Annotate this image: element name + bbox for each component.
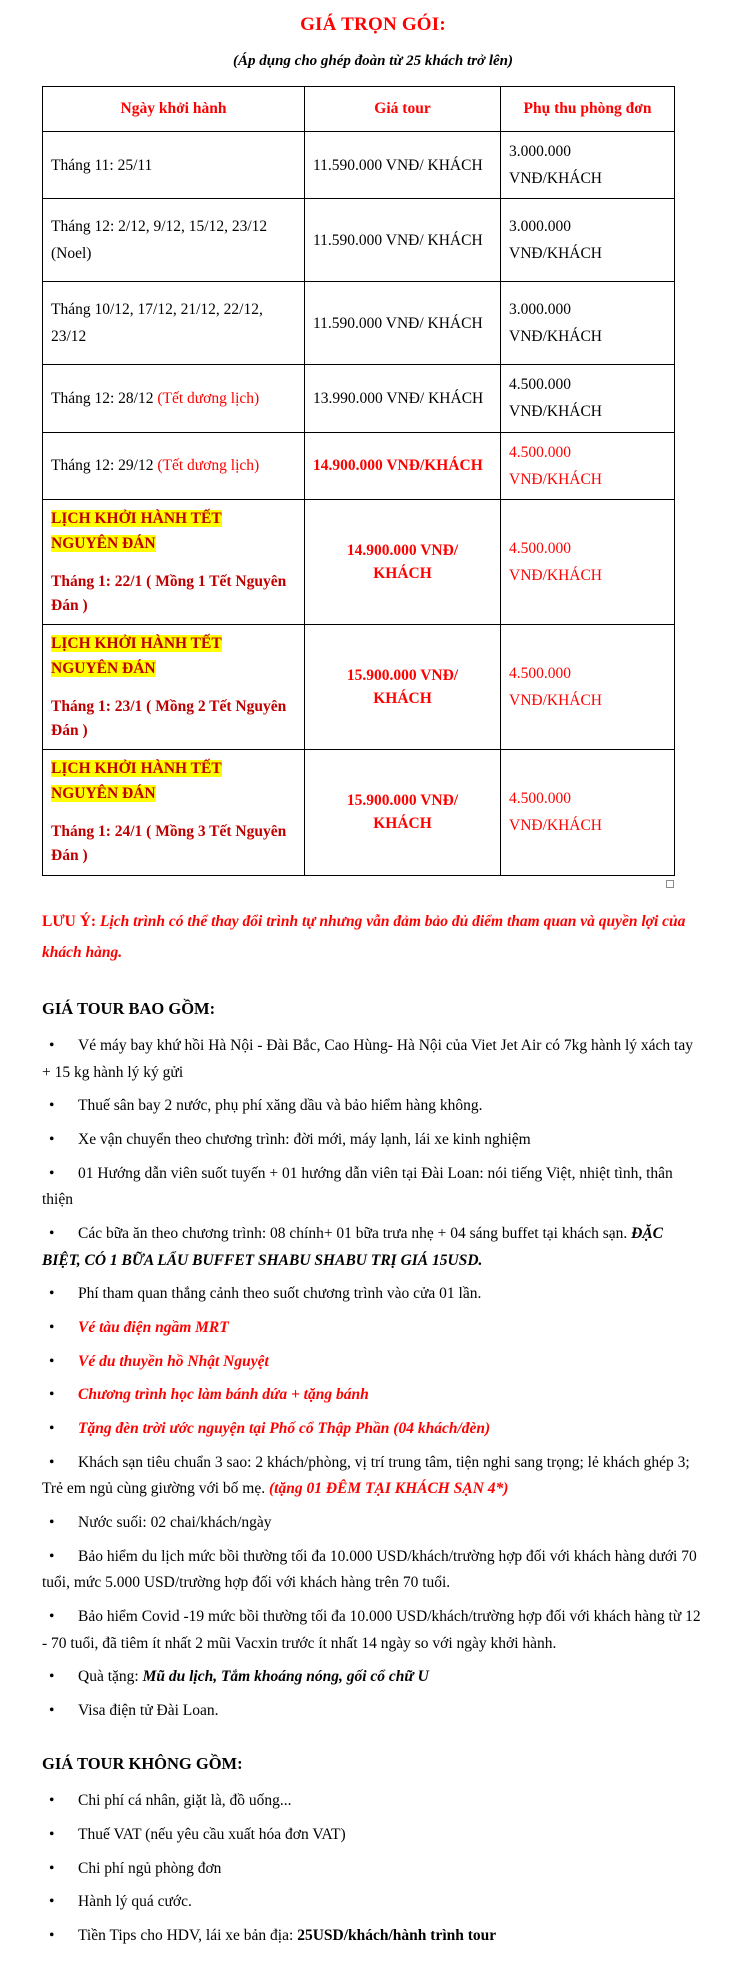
list-item <box>42 1544 704 1597</box>
list-item <box>42 1127 704 1154</box>
includes-heading: GIÁ TOUR BAO GỒM: <box>42 999 216 1019</box>
departure-cell <box>43 625 305 750</box>
header-departure: Ngày khởi hành <box>43 87 305 132</box>
list-item-text: Chương trình học làm bánh dứa + tặng bánh <box>78 1386 369 1404</box>
list-item-text: Các bữa ăn theo chương trình: 08 chính+ 01 bữa trưa nhẹ + 04 sáng buffet tại khách sạn. <box>78 1224 632 1242</box>
price-cell: 15.900.000 VNĐ/ KHÁCH <box>305 750 501 875</box>
holiday-note: (Tết dương lịch) <box>157 457 260 475</box>
tet-departure-date: Tháng 1: 23/1 ( Mồng 2 Tết Nguyên Đán ) <box>51 698 287 740</box>
list-item-text: Thuế sân bay 2 nước, phụ phí xăng dầu và bảo hiểm hàng không. <box>78 1097 483 1115</box>
list-item-text: Xe vận chuyển theo chương trình: đời mới, máy lạnh, lái xe kinh nghiệm <box>78 1131 531 1148</box>
list-item <box>42 1604 704 1657</box>
list-item <box>42 1889 704 1916</box>
list-item-text: Hành lý quá cước. <box>78 1893 192 1911</box>
tet-highlight: LỊCH KHỞI HÀNH TẾT NGUYÊN ĐÁN <box>51 635 222 678</box>
bullet-icon: • <box>49 1386 55 1404</box>
list-item-text: Bảo hiểm Covid -19 mức bồi thường tối đa 10.000 USD/khách/trường hợp đối với khách hàng từ 12 - 70 tuổi, đã tiêm ít nhất 2 mũi Vacxin trước ít nhất 14 ngày so với ngày khởi hành. <box>42 1607 701 1652</box>
departure-cell: Tháng 12: 29/12 (Tết dương lịch) <box>43 432 305 499</box>
bullet-icon: • <box>49 1547 55 1565</box>
excludes-heading: GIÁ TOUR KHÔNG GỒM: <box>42 1754 243 1774</box>
list-item-text: Mũ du lịch, Tắm khoáng nóng, gối cổ chữ U <box>142 1668 429 1686</box>
header-price: Giá tour <box>305 87 501 132</box>
excludes-list <box>42 1788 704 1949</box>
price-cell: 15.900.000 VNĐ/ KHÁCH <box>305 625 501 750</box>
tet-highlight: LỊCH KHỞI HÀNH TẾT NGUYÊN ĐÁN <box>51 509 222 552</box>
price-cell: 14.900.000 VNĐ/KHÁCH <box>305 432 501 499</box>
list-item <box>42 1788 704 1815</box>
departure-cell: Tháng 12: 28/12 (Tết dương lịch) <box>43 365 305 432</box>
list-item-text: Chi phí cá nhân, giặt là, đồ uống... <box>78 1792 292 1810</box>
table-row <box>43 432 675 499</box>
list-item-text: Tặng đèn trời ước nguyện tại Phố cổ Thập Phần (04 khách/đèn) <box>78 1419 491 1437</box>
bullet-icon: • <box>49 1701 55 1719</box>
list-item <box>42 1161 704 1214</box>
bullet-icon: • <box>49 1826 55 1844</box>
departure-cell: Tháng 10/12, 17/12, 21/12, 22/12, 23/12 <box>43 282 305 365</box>
price-cell: 11.590.000 VNĐ/ KHÁCH <box>305 199 501 282</box>
anchor-icon <box>666 880 674 888</box>
supplement-cell: 4.500.000 VNĐ/KHÁCH <box>501 432 675 499</box>
bullet-icon: • <box>49 1285 55 1303</box>
table-header-row <box>43 87 675 132</box>
list-item <box>42 1698 704 1725</box>
supplement-cell: 4.500.000 VNĐ/KHÁCH <box>501 365 675 432</box>
table-row <box>43 132 675 199</box>
bullet-icon: • <box>49 1318 55 1336</box>
list-item-text: Bảo hiểm du lịch mức bồi thường tối đa 10.000 USD/khách/trường hợp đối với khách hàng dưới 70 tuổi, mức 5.000 USD/trường hợp đối với khách hàng trên 70 tuổi. <box>42 1547 697 1592</box>
table-row <box>43 499 675 624</box>
list-item-text: Quà tặng: <box>78 1668 143 1686</box>
tet-departure-date: Tháng 1: 22/1 ( Mồng 1 Tết Nguyên Đán ) <box>51 572 287 614</box>
notice-label: LƯU Ý: <box>42 912 97 930</box>
list-item-text: Phí tham quan thắng cảnh theo suốt chương trình vào cửa 01 lần. <box>78 1285 482 1303</box>
list-item <box>42 1450 704 1503</box>
includes-list <box>42 1033 704 1724</box>
price-cell: 14.900.000 VNĐ/ KHÁCH <box>305 499 501 624</box>
bullet-icon: • <box>49 1037 55 1055</box>
bullet-icon: • <box>49 1097 55 1115</box>
header-single-supplement: Phụ thu phòng đơn <box>501 87 675 132</box>
list-item-text: Vé du thuyền hồ Nhật Nguyệt <box>78 1352 269 1370</box>
supplement-cell: 4.500.000 VNĐ/KHÁCH <box>501 750 675 875</box>
bullet-icon: • <box>49 1668 55 1686</box>
price-cell: 11.590.000 VNĐ/ KHÁCH <box>305 282 501 365</box>
list-item <box>42 1664 704 1691</box>
list-item <box>42 1923 704 1950</box>
list-item-text: ĐẶC BIỆT, CÓ 1 BỮA LẨU BUFFET SHABU SHABU TRỊ GIÁ 15USD. <box>42 1224 664 1269</box>
list-item-text: Thuế VAT (nếu yêu cầu xuất hóa đơn VAT) <box>78 1826 346 1844</box>
list-item <box>42 1033 704 1086</box>
bullet-icon: • <box>49 1513 55 1531</box>
tet-highlight: LỊCH KHỞI HÀNH TẾT NGUYÊN ĐÁN <box>51 760 222 803</box>
list-item <box>42 1856 704 1883</box>
bullet-icon: • <box>49 1607 55 1625</box>
tet-departure-date: Tháng 1: 24/1 ( Mồng 3 Tết Nguyên Đán ) <box>51 823 287 865</box>
list-item-text: Nước suối: 02 chai/khách/ngày <box>78 1513 272 1531</box>
bullet-icon: • <box>49 1224 55 1242</box>
bullet-icon: • <box>49 1859 55 1877</box>
departure-cell: Tháng 11: 25/11 <box>43 132 305 199</box>
list-item-text: Khách sạn tiêu chuẩn 3 sao: 2 khách/phòng, vị trí trung tâm, tiện nghi sang trọng; lẻ khách ghép 3; Trẻ em ngủ cùng giường với bố mẹ. <box>42 1453 690 1498</box>
supplement-cell: 3.000.000 VNĐ/KHÁCH <box>501 282 675 365</box>
price-cell: 11.590.000 VNĐ/ KHÁCH <box>305 132 501 199</box>
page-title: GIÁ TRỌN GÓI: <box>300 14 446 35</box>
notice-text: Lịch trình có thể thay đổi trình tự nhưng vẫn đảm bảo đủ điểm tham quan và quyền lợi của khách hàng. <box>42 912 686 962</box>
list-item-text: 01 Hướng dẫn viên suốt tuyến + 01 hướng dẫn viên tại Đài Loan: nói tiếng Việt, nhiệt tình, thân thiện <box>42 1164 673 1209</box>
list-item-text: Vé tàu điện ngầm MRT <box>78 1318 229 1336</box>
table-row <box>43 282 675 365</box>
bullet-icon: • <box>49 1893 55 1911</box>
supplement-cell: 4.500.000 VNĐ/KHÁCH <box>501 625 675 750</box>
bullet-icon: • <box>49 1927 55 1945</box>
bullet-icon: • <box>49 1419 55 1437</box>
supplement-cell: 3.000.000 VNĐ/KHÁCH <box>501 132 675 199</box>
table-row <box>43 750 675 875</box>
list-item <box>42 1822 704 1849</box>
bullet-icon: • <box>49 1792 55 1810</box>
notice <box>42 906 704 970</box>
bullet-icon: • <box>49 1131 55 1148</box>
departure-cell <box>43 750 305 875</box>
list-item <box>42 1349 704 1376</box>
list-item-text: Tiền Tips cho HDV, lái xe bản địa: <box>78 1927 298 1945</box>
list-item <box>42 1416 704 1443</box>
list-item-text: (tặng 01 ĐÊM TẠI KHÁCH SẠN 4*) <box>269 1480 509 1498</box>
bullet-icon: • <box>49 1164 55 1182</box>
list-item <box>42 1315 704 1342</box>
list-item-text: Chi phí ngủ phòng đơn <box>78 1859 222 1877</box>
list-item <box>42 1093 704 1120</box>
page-subtitle: (Áp dụng cho ghép đoàn từ 25 khách trở lên) <box>233 53 513 69</box>
supplement-cell: 4.500.000 VNĐ/KHÁCH <box>501 499 675 624</box>
price-cell: 13.990.000 VNĐ/ KHÁCH <box>305 365 501 432</box>
bullet-icon: • <box>49 1352 55 1370</box>
supplement-cell: 3.000.000 VNĐ/KHÁCH <box>501 199 675 282</box>
list-item <box>42 1221 704 1274</box>
bullet-icon: • <box>49 1453 55 1471</box>
table-row <box>43 365 675 432</box>
table-row <box>43 625 675 750</box>
pricing-table <box>42 86 675 876</box>
table-row <box>43 199 675 282</box>
departure-cell <box>43 499 305 624</box>
list-item-text: Vé máy bay khứ hồi Hà Nội - Đài Bắc, Cao Hùng- Hà Nội của Viet Jet Air có 7kg hành lý xách tay + 15 kg hành lý ký gửi <box>42 1037 693 1081</box>
list-item-text: 25USD/khách/hành trình tour <box>297 1927 497 1945</box>
list-item <box>42 1281 704 1308</box>
list-item <box>42 1510 704 1537</box>
departure-cell: Tháng 12: 2/12, 9/12, 15/12, 23/12 (Noel) <box>43 199 305 282</box>
list-item-text: Visa điện tử Đài Loan. <box>78 1701 219 1719</box>
holiday-note: (Tết dương lịch) <box>157 389 260 407</box>
list-item <box>42 1382 704 1409</box>
